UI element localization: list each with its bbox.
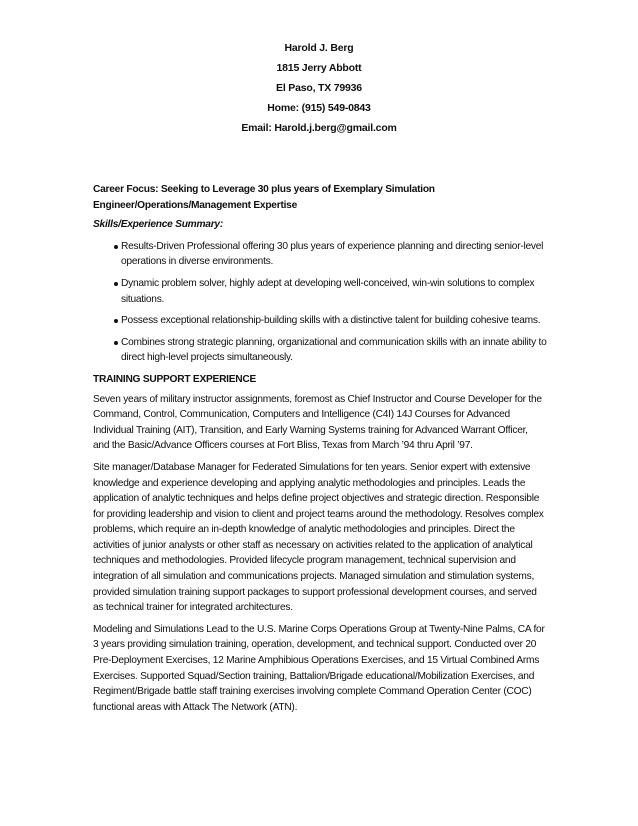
skills-list-item <box>93 313 551 329</box>
skills-heading: Skills/Experience Summary: <box>93 219 223 231</box>
skills-item-text: Combines strong strategic planning, organizational and communication skills with an innate ability to direct high-level projects simultaneously. <box>121 336 547 364</box>
contact-header <box>0 38 638 138</box>
street-address: 1815 Jerry Abbott <box>276 62 362 74</box>
bullet-icon <box>114 319 118 323</box>
training-paragraph: Modeling and Simulations Lead to the U.S. Marine Corps Operations Group at Twenty-Nine Palms, CA for 3 years providing simulation training, operation, development, and technical support. Conducted over 20 Pre-Deployment Exercises, 12 Marine Amphibious Operations Exercises, and 15 Virtual Combined Arms Exercises. Supported Squad/Section training, Battalion/Brigade educational/Mobilization Exercises, and Regiment/Brigade battle staff training exercises involving complete Command Operation Center (COC) functional areas with Attack The Network (ATN). <box>93 623 545 713</box>
bullet-icon <box>114 245 118 249</box>
skills-list <box>93 239 553 366</box>
email-address: Email: Harold.j.berg@gmail.com <box>241 122 397 134</box>
skills-list-item <box>93 335 551 366</box>
skills-item-text: Possess exceptional relationship-building skills with a distinctive talent for building cohesive teams. <box>121 315 541 327</box>
training-paragraph: Site manager/Database Manager for Federated Simulations for ten years. Senior expert with extensive knowledge and experience developing and applying analytic methodologies and principles. Leads the application of analytic techniques and helps define project objectives and strategic direction. Responsible for providing leadership and vision to client and project teams around the methodology. Resolves complex problems, which require an in-depth knowledge of analytic methodologies and principles. Direct the activities of junior analysts or other staff as necessary on activities related to the application of analytical techniques and methodologies. Provided lifecycle program management, technical supervision and integration of all simulation and communications projects. Managed simulation and stimulation systems, provided simulation training support packages to support professional development courses, and served as technical trainer for integrated architectures. <box>93 461 544 614</box>
career-focus: Career Focus: Seeking to Leverage 30 plus years of Exemplary Simulation Engineer/Operations/Management Expertise <box>93 184 435 211</box>
skills-list-item <box>93 239 551 270</box>
applicant-name: Harold J. Berg <box>284 42 354 54</box>
resume-body <box>93 182 553 721</box>
home-phone: Home: (915) 549-0843 <box>267 102 371 114</box>
bullet-icon <box>114 282 118 286</box>
bullet-icon <box>114 341 118 345</box>
skills-item-text: Dynamic problem solver, highly adept at developing well-conceived, win-win solutions to complex situations. <box>121 277 535 305</box>
training-section-title: TRAINING SUPPORT EXPERIENCE <box>93 373 257 385</box>
city-state-zip: El Paso, TX 79936 <box>276 82 362 94</box>
skills-list-item <box>93 276 551 307</box>
skills-item-text: Results-Driven Professional offering 30 plus years of experience planning and directing senior-level operations in diverse environments. <box>121 240 544 268</box>
training-paragraph: Seven years of military instructor assignments, foremost as Chief Instructor and Course Developer for the Command, Control, Communication, Computers and Intelligence (C4I) 14J Courses for Advanced Individual Training (AIT), Transition, and Early Warning Systems training for Advanced Warrant Officer, and the Basic/Advance Officers courses at Fort Bliss, Texas from March ’94 thru April ’97. <box>93 393 542 452</box>
